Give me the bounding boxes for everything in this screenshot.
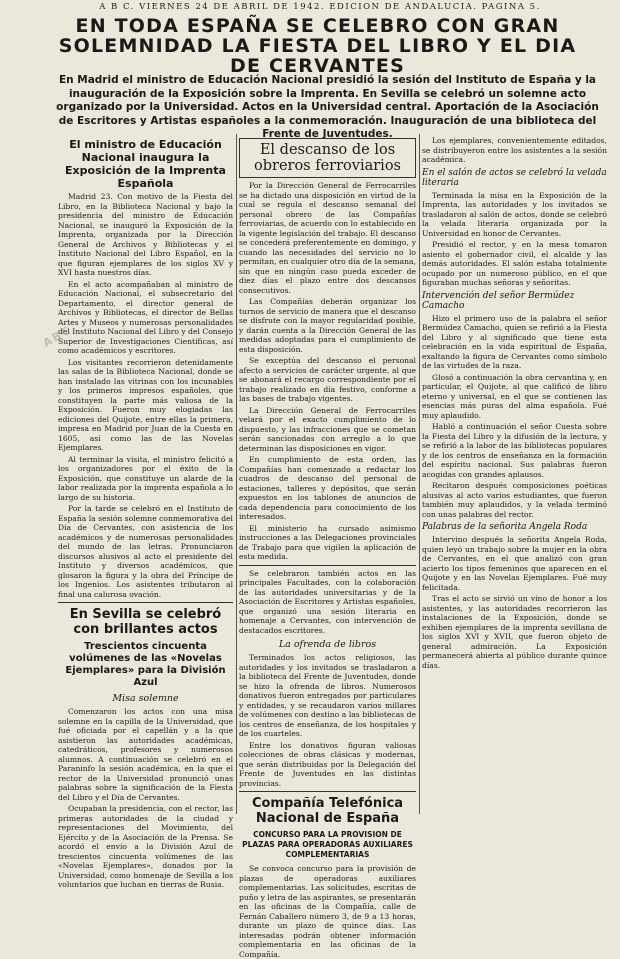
paragraph: Recitaron después composiciones poéticas alusivas al acto varios estudiantes, que fueron también muy aplaudidos, y la velada terminó con unas palabras del rector. [422,481,607,519]
article-headline: En Sevilla se celebró con brillantes actos [69,607,222,637]
column-rule [419,134,420,814]
paragraph: Tras el acto se sirvió un vino de honor a los asistentes, y las autoridades recorrieron las instalaciones de la Exposición, donde se exhiben ejemplares de la imprenta sevillana de los siglos XVI y XVII, que fueron objeto de general admiración. La Exposición permanecerá abierta al público durante quince días. [422,594,607,670]
paragraph: Se convoca concurso para la provisión de plazas de operadoras auxiliares complementarias. Las solicitudes, escritas de puño y letra de las aspirantes, se presentarán en las oficinas de la Compañía, calle de Fernán Caballero número 3, de 9 a 13 horas, durante un plazo de quince días. Las interesadas podrán obtener información complementaria en las oficinas de la Compañía. [239,864,416,959]
section-heading: Misa solemne [112,693,179,704]
advertisement-headline: Compañía Telefónica Nacional de España [251,796,404,826]
paragraph: Se exceptúa del descanso el personal afecto a servicios de carácter urgente, al que se abonará el recargo correspondiente por el trabajo realizado en día festivo, conforme a las bases de trabajo vigentes. [239,356,416,403]
paragraph: Presidió el rector, y en la mesa tomaron asiento el gobernador civil, el alcalde y las demás autoridades. El salón estaba totalmente ocupado por un numeroso público, en el que figuraban muchas señoras y señoritas. [422,240,607,287]
paragraph: La Dirección General de Ferrocarriles velará por el exacto cumplimiento de lo dispuesto, y las infracciones que se cometan serán sancionadas con arreglo a lo que determinan las disposiciones en vigor. [239,405,416,453]
paragraph: Hizo el primero uso de la palabra el señor Bermúdez Camacho, quien se refirió a la Fiesta del Libro y al significado que tiene esta celebración en la vida espiritual de España, exaltando la figura de Cervantes como símbolo de las virtudes de la raza. [422,313,607,370]
paragraph: Al terminar la visita, el ministro felicitó a los organizadores por el éxito de la Exposición, que constituye un alarde de la labor realizada por la imprenta española a lo largo de su historia. [58,454,233,502]
watermark-stamp: ABC [40,323,75,350]
section-rule [58,602,233,603]
paragraph: Los ejemplares, convenientemente editados, se distribuyeron entre los asistentes a la sesión académica. [422,136,607,164]
article-body [422,535,607,670]
paragraph: Glosó a continuación la obra cervantina y, en particular, el Quijote, al que calificó de libro eterno y universal, en el que se contienen las esencias más puras del alma española. Fué muy aplaudido. [422,372,607,420]
running-head: A B C. VIERNES 24 DE ABRIL DE 1942. EDICION DE ANDALUCIA. PAGINA 5. [99,2,541,12]
paragraph: Por la tarde se celebró en el Instituto de España la sesión solemne conmemorativa del Día de Cervantes, con asistencia de los académicos y de numerosas personalidades del mundo de las letras. Pronunciaron discursos alusivos al acto el presidente del Instituto y diversos académicos, que glosaron la figura y la obra del Príncipe de los Ingenios. Los asistentes tributaron al final una calurosa ovación. [58,504,233,599]
article-body [422,136,607,165]
paragraph: Comenzaron los actos con una misa solemne en la capilla de la Universidad, que fué oficiada por el capellán y a la que asistieron las autoridades académicas, catedráticos, profesores y numerosos alumnos. A continuación se celebró en el Paraninfo la sesión académica, en la que el rector de la Universidad pronunció unas palabras sobre la significación de la Fiesta del Libro y el Día de Cervantes. [58,707,233,802]
section-heading: Intervención del señor Bermúdez Camacho [422,290,575,311]
section-heading: La ofrenda de libros [278,639,377,650]
paragraph: Terminada la misa en la Exposición de la Imprenta, las autoridades y los invitados se trasladaron al salón de actos, donde se celebró la velada literaria organizada por la Universidad en honor de Cervantes. [422,190,607,238]
paragraph: Se celebraron también actos en las principales Facultades, con la colaboración de las autoridades universitarias y de la Asociación de Escritores y Artistas españoles, que organizó una sesión literaria en homenaje a Cervantes, con intervención de destacados escritores. [239,568,416,635]
advertisement-subheadline: CONCURSO PARA LA PROVISION DE PLAZAS PARA OPERADORAS AUXILIARES COMPLEMENTARIAS [242,830,413,859]
article-headline: El descanso de los obreros ferroviarios [254,142,401,174]
section-heading: En el salón de actos se celebró la velada literaria [422,167,607,188]
main-headline: EN TODA ESPAÑA SE CELEBRO CON GRAN SOLEMNIDAD LA FIESTA DEL LIBRO Y EL DIA DE CERVANTES [58,15,577,77]
paragraph: Por la Dirección General de Ferrocarriles se ha dictado una disposición en virtud de la cual se regula el descanso semanal del personal obrero de las Compañías ferroviarias, de acuerdo con lo establecido en la vigente legislación del trabajo. El descanso se concederá preferentemente en domingo, y cuando las necesidades del servicio no lo permitan, en cualquier otro día de la semana, sin que en ningún caso pueda exceder de diez días el plazo entre dos descansos consecutivos. [239,181,416,295]
paragraph: Entre los donativos figuran valiosas colecciones de obras clásicas y modernas, que serán distribuidas por la Delegación del Frente de Juventudes en las distintas provincias. [239,740,416,788]
article-body [422,314,607,520]
column-right [422,136,607,814]
advertisement-body [239,864,416,959]
paragraph: Los visitantes recorrieron detenidamente las salas de la Biblioteca Nacional, donde se han instalado las vitrinas con los incunables y los primeros impresos españoles, que constituyen la parte más valiosa de la Exposición. Fueron muy elogiadas las ediciones del Quijote, entre ellas la primera, impresa en Madrid por Juan de la Cuesta en 1605, así como las de las Novelas Ejemplares. [58,357,233,452]
article-body [58,192,233,599]
column-left [58,136,233,889]
article-body [58,707,233,890]
article-body [422,191,607,288]
article-body [239,181,416,562]
paragraph: Intervino después la señorita Angela Roda, quien leyó un trabajo sobre la mujer en la obra de Cervantes, en el que analizó con gran acierto los tipos femeninos que aparecen en el Quijote y en las Novelas Ejemplares. Fué muy felicitada. [422,535,607,592]
article-headline: El ministro de Educación Nacional inaugura la Exposición de la Imprenta Española [65,138,226,190]
paragraph: Ocupaban la presidencia, con el rector, las primeras autoridades de la ciudad y representaciones del Movimiento, del Ejército y de la Asociación de la Prensa. Se acordó el envío a la División Azul de trescientos cincuenta volúmenes de las «Novelas Ejemplares», donados por la Universidad, como homenaje de Sevilla a los voluntarios que luchan en tierras de Rusia. [58,804,233,889]
article-body [239,653,416,788]
column-middle [239,136,416,959]
section-rule [239,791,416,792]
section-heading: Palabras de la señorita Angela Roda [422,522,588,532]
article-subheadline: Trescientos cincuenta volúmenes de las «Novelas Ejemplares» para la División Azul [65,641,226,688]
subheadline: En Madrid el ministro de Educación Nacional presidió la sesión del Instituto de España y la inauguración de la Exposición sobre la Imprenta. En Sevilla se celebró un solemne acto organizado por la Universidad. Actos en la Universidad central. Aportación de la Asociación de Escritores y Artistas españoles a la conmemoración. Inauguración de una biblioteca del Frente de Juventudes. [56,74,599,140]
paragraph: En cumplimiento de esta orden, las Compañías han comenzado a redactar los cuadros de descanso del personal de estaciones, talleres y depósitos, que serán expuestos en los tablones de anuncios de cada dependencia para conocimiento de los interesados. [239,455,416,521]
headline-box [239,138,416,178]
section-rule [239,565,416,566]
column-rule [236,134,237,814]
paragraph: En el acto acompañaban al ministro de Educación Nacional, el subsecretario del Departamento, el director general de Archivos y Bibliotecas, el director de Bellas Artes y Museos y numerosas personalidades del Instituto Nacional del Libro y del Consejo Superior de Investigaciones Científicas, así como académicos y escritores. [58,279,233,355]
article-body [239,569,416,636]
paragraph: El ministerio ha cursado asimismo instrucciones a las Delegaciones provinciales de Trabajo para que vigilen la aplicación de esta medida. [239,523,416,561]
paragraph: Terminados los actos religiosos, las autoridades y los invitados se trasladaron a la biblioteca del Frente de Juventudes, donde se hizo la ofrenda de libros. Numerosos donativos fueron entregados por particulares y entidades, y se recaudaron varios millares de volúmenes con destino a las bibliotecas de los centros de enseñanza, de los hospitales y de los cuarteles. [239,653,416,738]
paragraph: Madrid 23. Con motivo de la Fiesta del Libro, en la Biblioteca Nacional y bajo la presidencia del ministro de Educación Nacional, se inauguró la Exposición de la Imprenta, organizada por la Dirección General de Archivos y Bibliotecas y el Instituto Nacional del Libro Español, en la que figuran ejemplares de los siglos XV y XVI hasta nuestros días. [58,192,233,277]
paragraph: Habló a continuación el señor Cuesta sobre la Fiesta del Libro y la difusión de la lectura, y se refirió a la labor de las bibliotecas populares y de los centros de enseñanza en la formación del espíritu nacional. Sus palabras fueron acogidas con grandes aplausos. [422,422,607,479]
paragraph: Las Compañías deberán organizar los turnos de servicio de manera que el descanso se disfrute con la mayor regularidad posible, y darán cuenta a la Dirección General de las medidas adoptadas para el cumplimiento de esta disposición. [239,297,416,354]
